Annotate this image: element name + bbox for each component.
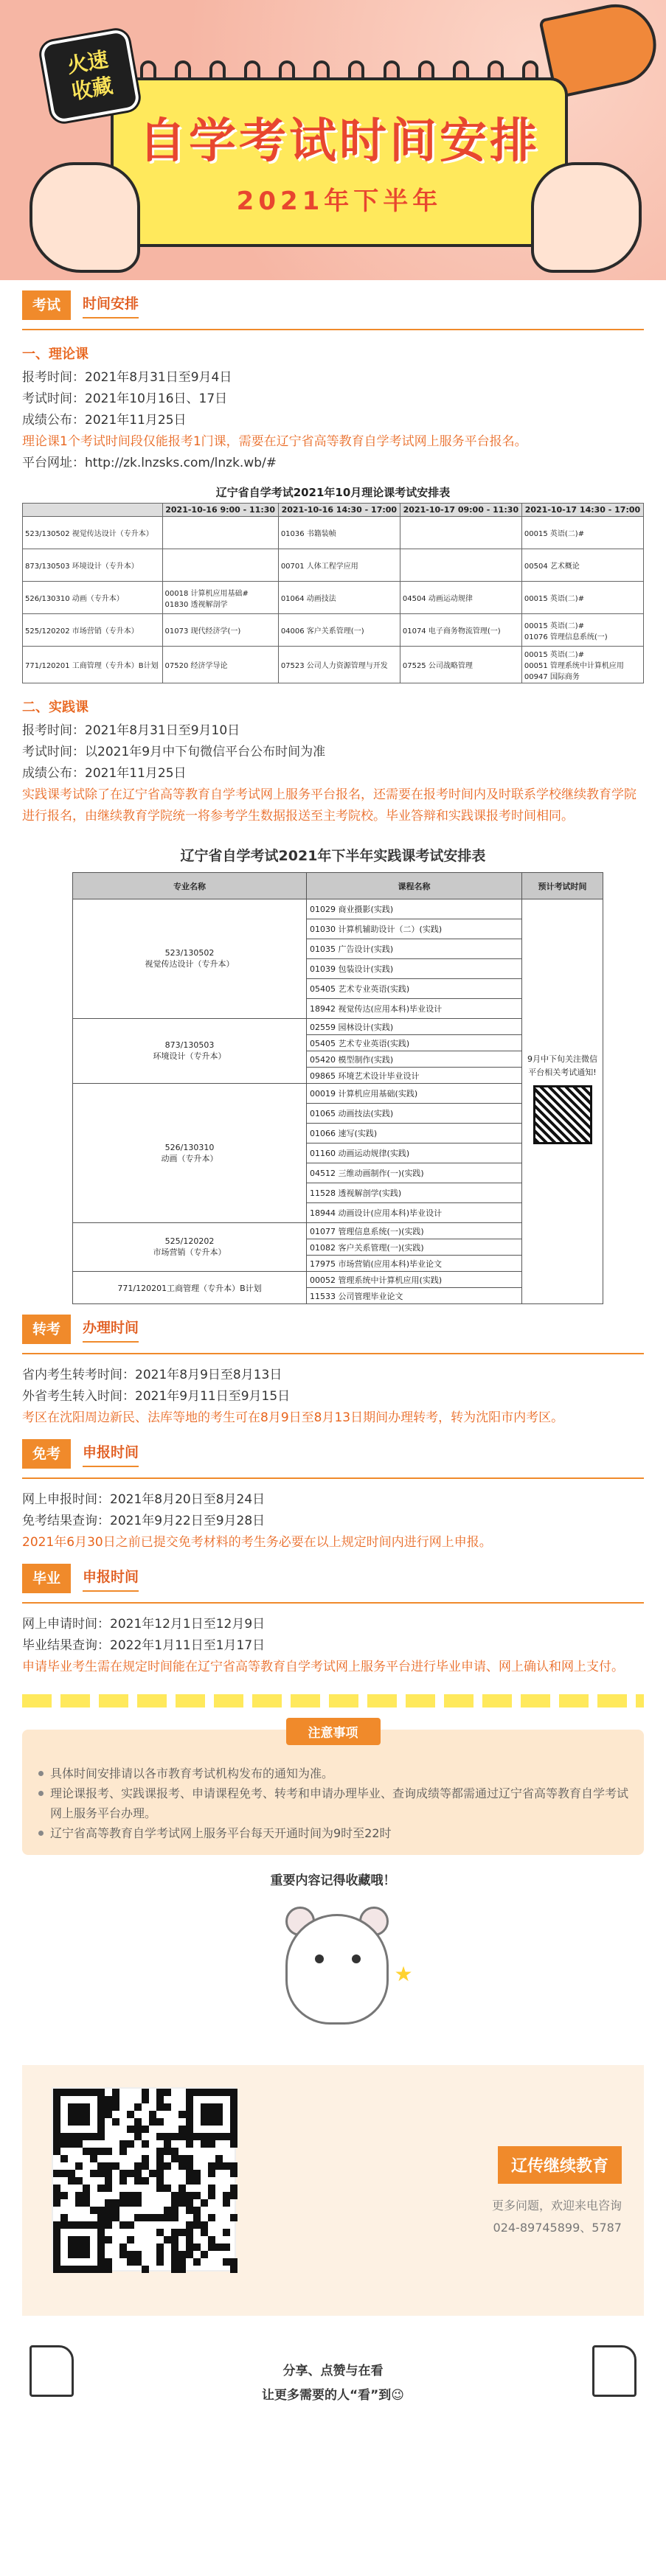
section-tag: 毕业 (22, 1564, 71, 1593)
notice-item: 辽宁省高等教育自学考试网上服务平台每天开通时间为9时至22时 (37, 1823, 629, 1843)
course-cell: 01082 客户关系管理(一)(实践) (307, 1239, 522, 1256)
section-label: 申报时间 (83, 1566, 139, 1592)
practice-line: 考试时间：以2021年9月中下旬微信平台公布时间为准 (22, 745, 326, 759)
practice-line: 报考时间：2021年8月31日至9月10日 (22, 723, 240, 738)
notice-box (22, 1726, 644, 1855)
course-cell: 17975 市场营销(应用本科)毕业论文 (307, 1256, 522, 1272)
theory-note: 理论课1个考试时间段仅能报考1门课，需要在辽宁省高等教育自学考试网上服务平台报名。 (22, 434, 527, 449)
practice-note: 实践课考试除了在辽宁省高等教育自学考试网上服务平台报名，还需要在报考时间内及时联系学校继续教育学院进行报名，由继续教育学院统一将参考学生数据报送至主考院校。毕业答辩和实践课报考时间相同。 (22, 787, 636, 824)
exempt-line: 网上申报时间：2021年8月20日至8月24日 (22, 1492, 266, 1507)
save-badge (39, 28, 140, 123)
hero-subtitle: 2021年下半年 (236, 187, 443, 216)
section-label: 办理时间 (83, 1317, 139, 1343)
course-cell: 01066 速写(实践) (307, 1124, 522, 1143)
table-cell: 00504 艺术概论 (521, 549, 643, 582)
star-icon: ★ (394, 1962, 413, 1986)
brand-label: 辽传继续教育 (498, 2146, 622, 2184)
transfer-note: 考区在沈阳周边新民、法库等地的考生可在8月9日至8月13日期间办理转考，转为沈阳市内考区。 (22, 1410, 564, 1425)
table-cell: 525/120202 市场营销（专升本） (23, 614, 163, 647)
pointing-hand-icon (30, 162, 140, 273)
col-header: 2021-10-16 14:30 - 17:00 (278, 504, 400, 517)
course-cell: 05405 艺术专业英语(实践) (307, 979, 522, 999)
platform-website[interactable]: 平台网址：http://zk.lnzsks.com/lnzk.wb/# (22, 456, 277, 470)
exempt-line: 免考结果查询：2021年9月22日至9月28日 (22, 1514, 266, 1528)
course-cell: 05405 艺术专业英语(实践) (307, 1035, 522, 1051)
grad-note: 申请毕业考生需在规定时间能在辽宁省高等教育自学考试网上服务平台进行毕业申请、网上确认和网上支付。 (22, 1660, 624, 1674)
course-cell: 01039 包装设计(实践) (307, 959, 522, 979)
badge-line1: 火速 (65, 46, 111, 78)
table-row (23, 614, 644, 647)
col-header: 专业名称 (73, 873, 307, 899)
course-cell: 18942 视觉传达(应用本科)毕业设计 (307, 999, 522, 1019)
hero-title: 自学考试时间安排 (139, 114, 540, 169)
theory-line: 报考时间：2021年8月31日至9月4日 (22, 370, 232, 385)
transfer-section-header (0, 1315, 666, 1354)
course-cell: 01035 广告设计(实践) (307, 939, 522, 959)
cursor-hand-icon (592, 2345, 636, 2397)
major-cell: 873/130503 环境设计（专升本） (73, 1019, 307, 1084)
footer-line1: 分享、点赞与在看 (282, 2364, 384, 2378)
table-cell (400, 517, 521, 549)
table-cell: 523/130502 视觉传达设计（专升本） (23, 517, 163, 549)
course-cell: 00019 计算机应用基础(实践) (307, 1084, 522, 1104)
time-note-cell (522, 899, 603, 1304)
contact-card (22, 2065, 644, 2316)
table-cell: 07525 公司战略管理 (400, 647, 521, 683)
course-cell: 18944 动画设计(应用本科)毕业设计 (307, 1203, 522, 1223)
exempt-section-header (0, 1439, 666, 1479)
practice-table-title: 辽宁省自学考试2021年下半年实践课考试安排表 (180, 848, 486, 864)
footer-line2: 让更多需要的人“看”到😉 (261, 2388, 405, 2403)
table-cell: 00015 英语(二)# 00051 管理系统中计算机应用 00947 国际商务 (521, 647, 643, 683)
pointing-hand-icon (531, 162, 642, 273)
practice-schedule-table (72, 872, 603, 1304)
section-tag: 转考 (22, 1315, 71, 1344)
course-cell: 01065 动画技法(实践) (307, 1104, 522, 1124)
table-cell (400, 549, 521, 582)
divider (22, 1694, 644, 1708)
major-cell: 771/120201工商管理（专升本）B计划 (73, 1272, 307, 1304)
table-cell: 04504 动画运动规律 (400, 582, 521, 614)
course-cell: 00052 管理系统中计算机应用(实践) (307, 1272, 522, 1288)
table-cell (162, 517, 278, 549)
table-cell: 01036 书籍装帧 (278, 517, 400, 549)
table-cell: 01064 动画技法 (278, 582, 400, 614)
table-cell: 00015 英语(二)# (521, 582, 643, 614)
course-cell: 09865 环境艺术设计毕业设计 (307, 1068, 522, 1084)
table-cell: 04006 客户关系管理(一) (278, 614, 400, 647)
major-cell: 525/120202 市场营销（专升本） (73, 1223, 307, 1272)
table-cell: 01073 现代经济学(一) (162, 614, 278, 647)
table-cell: 771/120201 工商管理（专升本）B计划 (23, 647, 163, 683)
grad-line: 网上申请时间：2021年12月1日至12月9日 (22, 1617, 266, 1632)
cursor-hand-icon (30, 2345, 74, 2397)
notice-title: 注意事项 (286, 1718, 381, 1745)
course-cell: 04512 三维动画制作(一)(实践) (307, 1163, 522, 1183)
course-cell: 11533 公司管理毕业论文 (307, 1288, 522, 1304)
exempt-note: 2021年6月30日之前已提交免考材料的考生务必要在以上规定时间内进行网上申报。 (22, 1535, 492, 1550)
table-cell: 00015 英语(二)# (521, 517, 643, 549)
major-cell: 523/130502 视觉传达设计（专升本） (73, 899, 307, 1019)
table-cell: 07523 公司人力资源管理与开发 (278, 647, 400, 683)
theory-line: 考试时间：2021年10月16日、17日 (22, 391, 228, 406)
table-row (23, 582, 644, 614)
footer (0, 2330, 666, 2441)
qr-code-icon[interactable] (52, 2087, 236, 2272)
table-title: 辽宁省自学考试2021年10月理论课考试安排表 (23, 481, 644, 504)
transfer-line: 外省考生转入时间：2021年9月11日至9月15日 (22, 1389, 291, 1404)
section-label: 申报时间 (83, 1441, 139, 1467)
course-cell: 01029 商业摄影(实践) (307, 899, 522, 919)
notice-item: 理论课报考、实践课报考、申请课程免考、转考和申请办理毕业、查询成绩等都需通过辽宁省高等教育自学考试网上服务平台办理。 (37, 1783, 629, 1823)
col-header: 2021-10-16 9:00 - 11:30 (162, 504, 278, 517)
course-cell: 11528 透视解剖学(实践) (307, 1183, 522, 1203)
course-cell: 01030 计算机辅助设计（二）(实践) (307, 919, 522, 939)
section-tag: 免考 (22, 1439, 71, 1469)
table-row (73, 899, 603, 919)
grad-line: 毕业结果查询：2022年1月11日至1月17日 (22, 1638, 266, 1653)
contact-line: 更多问题，欢迎来电咨询 (491, 2199, 622, 2213)
section-tag: 考试 (22, 290, 71, 320)
course-cell: 05420 模型制作(实践) (307, 1051, 522, 1068)
table-row (23, 549, 644, 582)
major-cell: 526/130310 动画（专升本） (73, 1084, 307, 1223)
time-note: 9月中下旬关注微信平台相关考试通知! (527, 1054, 597, 1077)
contact-phone: 024-89745899、5787 (493, 2221, 622, 2235)
col-header: 2021-10-17 09:00 - 11:30 (400, 504, 521, 517)
theory-line: 成绩公布：2021年11月25日 (22, 413, 187, 428)
hero-banner (0, 0, 666, 280)
table-cell: 07520 经济学导论 (162, 647, 278, 683)
col-header: 课程名称 (307, 873, 522, 899)
practice-heading: 二、实践课 (22, 700, 89, 715)
theory-heading: 一、理论课 (22, 347, 89, 362)
course-cell: 02559 园林设计(实践) (307, 1019, 522, 1035)
badge-line2: 收藏 (69, 73, 115, 105)
table-cell: 00015 英语(二)# 01076 管理信息系统(一) (521, 614, 643, 647)
table-row (23, 517, 644, 549)
col-header (23, 504, 163, 517)
theory-schedule-table (22, 481, 644, 683)
table-cell (162, 549, 278, 582)
table-cell: 01074 电子商务物流管理(一) (400, 614, 521, 647)
grad-section-header (0, 1564, 666, 1604)
hamster-icon (263, 1896, 413, 2036)
qr-code-icon (533, 1085, 592, 1144)
table-cell: 873/130503 环境设计（专升本） (23, 549, 163, 582)
col-header: 2021-10-17 14:30 - 17:00 (521, 504, 643, 517)
course-cell: 01077 管理信息系统(一)(实践) (307, 1223, 522, 1239)
practice-line: 成绩公布：2021年11月25日 (22, 766, 187, 781)
col-header: 预计考试时间 (522, 873, 603, 899)
remember-text: 重要内容记得收藏哦！ (270, 1873, 396, 1888)
table-cell: 526/130310 动画（专升本） (23, 582, 163, 614)
notice-item: 具体时间安排请以各市教育考试机构发布的通知为准。 (37, 1764, 629, 1783)
table-row (23, 647, 644, 683)
table-cell: 00018 计算机应用基础# 01830 透视解剖学 (162, 582, 278, 614)
section-label: 时间安排 (83, 293, 139, 318)
table-cell: 00701 人体工程学应用 (278, 549, 400, 582)
transfer-line: 省内考生转考时间：2021年8月9日至8月13日 (22, 1368, 282, 1382)
course-cell: 01160 动画运动规律(实践) (307, 1143, 522, 1163)
exam-section-header (0, 290, 666, 330)
